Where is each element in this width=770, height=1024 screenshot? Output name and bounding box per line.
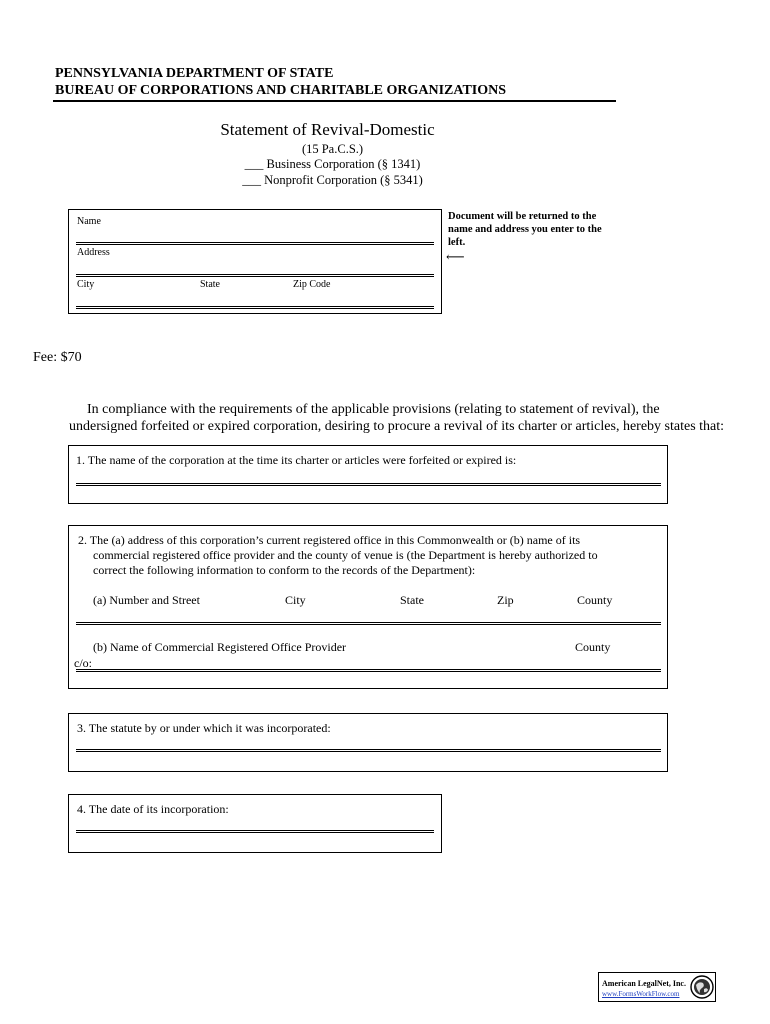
number-street-label: (a) Number and Street bbox=[93, 593, 200, 607]
form-title: Statement of Revival-Domestic bbox=[220, 120, 435, 139]
citation: (15 Pa.C.S.) bbox=[301, 142, 364, 156]
department-title: PENNSYLVANIA DEPARTMENT OF STATE bbox=[55, 66, 334, 81]
fee-amount: Fee: $70 bbox=[33, 350, 82, 365]
return-note: Document will be returned to the name and address you enter to the left. bbox=[448, 211, 602, 248]
county-label-s2: County bbox=[577, 593, 613, 607]
state-label-s2: State bbox=[400, 593, 424, 607]
section-2-box bbox=[68, 525, 668, 689]
header-divider bbox=[53, 100, 616, 102]
city-label: City bbox=[77, 279, 95, 290]
section-1-box bbox=[68, 445, 668, 504]
address-field[interactable] bbox=[76, 274, 434, 277]
compliance-text-line2: undersigned forfeited or expired corporation, desiring to procure a revival of its charter or articles, hereby states that: bbox=[69, 419, 725, 434]
address-label: Address bbox=[77, 247, 110, 258]
compliance-text-line1: In compliance with the requirements of the applicable provisions (relating to statement of revival), the bbox=[87, 402, 660, 417]
provider-county-label: County bbox=[575, 640, 611, 654]
city-state-zip-field[interactable] bbox=[76, 306, 434, 309]
city-label-s2: City bbox=[285, 593, 306, 607]
registered-office-address-field[interactable] bbox=[76, 622, 661, 625]
section-4-box bbox=[68, 794, 442, 853]
globe-icon bbox=[690, 975, 714, 999]
zip-label-s2: Zip bbox=[497, 593, 514, 607]
publisher-logo bbox=[598, 972, 716, 1002]
provider-name-field[interactable] bbox=[76, 669, 661, 672]
section-3-label: 3. The statute by or under which it was incorporated: bbox=[77, 721, 331, 735]
nonprofit-corporation-option[interactable]: ___ Nonprofit Corporation (§ 5341) bbox=[242, 173, 423, 187]
statute-field[interactable] bbox=[76, 749, 661, 752]
name-label: Name bbox=[77, 216, 101, 227]
return-address-box bbox=[68, 209, 442, 314]
publisher-link[interactable]: www.FormsWorkFlow.com bbox=[602, 990, 680, 998]
section-3-box bbox=[68, 713, 668, 772]
section-2-line1: 2. The (a) address of this corporation’s current registered office in this Commonwealth or (b) name of its bbox=[78, 533, 581, 547]
provider-label: (b) Name of Commercial Registered Office Provider bbox=[93, 640, 347, 654]
name-field[interactable] bbox=[76, 242, 434, 245]
left-arrow-icon: ⟵ bbox=[446, 249, 465, 264]
incorporation-date-field[interactable] bbox=[76, 830, 434, 833]
state-label: State bbox=[200, 279, 220, 290]
section-1-label: 1. The name of the corporation at the time its charter or articles were forfeited or expired is: bbox=[76, 453, 517, 467]
section-2-line2: commercial registered office provider and the county of venue is (the Department is hereby authorized to bbox=[93, 548, 598, 562]
section-2-line3: correct the following information to conform to the records of the Department): bbox=[93, 563, 476, 577]
publisher-name: American LegalNet, Inc. bbox=[602, 979, 686, 988]
bureau-title: BUREAU OF CORPORATIONS AND CHARITABLE ORGANIZATIONS bbox=[55, 83, 507, 98]
corporation-name-field[interactable] bbox=[76, 483, 661, 486]
care-of-label: c/o: bbox=[74, 656, 92, 670]
business-corporation-option[interactable]: ___ Business Corporation (§ 1341) bbox=[244, 157, 421, 171]
zip-code-label: Zip Code bbox=[293, 279, 331, 290]
section-4-label: 4. The date of its incorporation: bbox=[77, 802, 229, 816]
